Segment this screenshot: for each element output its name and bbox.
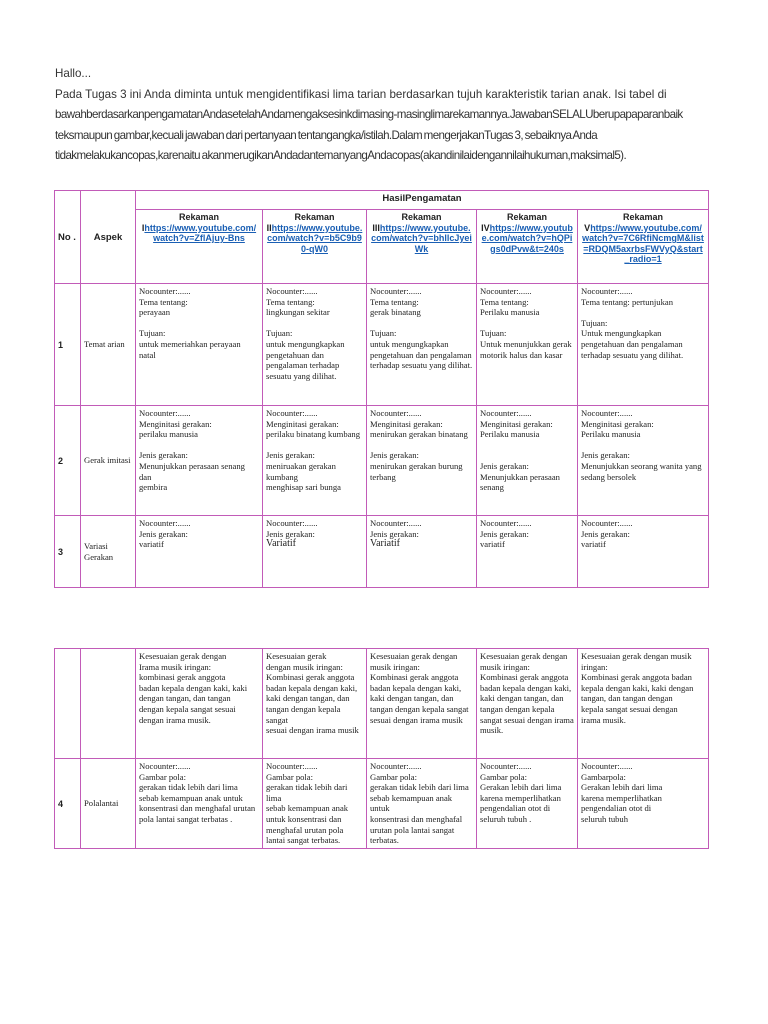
cell-line: badan kepala dengan kaki, kaki (139, 682, 248, 693)
cell-line: Variatif (370, 538, 400, 550)
cell-line: musik. (480, 725, 504, 736)
cell-line: menghafal urutan pola (266, 824, 344, 835)
row-aspek: Gerak imitasi (81, 406, 136, 516)
row-number: 1 (55, 284, 81, 406)
cell-line: terbatas. (370, 835, 399, 846)
cell-line: Nocounter:...... (370, 518, 422, 528)
observation-cell (263, 649, 367, 759)
cell-line: meniruakan gerakan kumbang (266, 460, 336, 482)
cell-line: gerakan tidak lebih dari lima (139, 782, 238, 793)
observation-cell (136, 759, 263, 849)
table-row (55, 759, 709, 849)
cell-line: Nocounter:...... (480, 518, 532, 528)
cell-line: Jenis gerakan: (480, 460, 529, 471)
cell-line: Gambarpola: (581, 771, 626, 782)
observation-cell (367, 649, 477, 759)
observation-cell (477, 759, 578, 849)
cell-line (266, 318, 363, 329)
cell-line: Nocounter:...... (139, 286, 191, 296)
recording-label: Rekaman (294, 212, 335, 222)
cell-line: musik iringan: (370, 661, 420, 672)
cell-line: Nocounter:...... (370, 761, 422, 771)
observation-cell (263, 406, 367, 516)
cell-line: karena memperlihatkan (480, 792, 561, 803)
cell-line: Menginitasi gerakan: (266, 418, 339, 429)
recording-header-3 (367, 210, 477, 284)
cell-line: Nocounter:...... (581, 408, 633, 418)
recording-number: V (584, 222, 591, 233)
cell-line: Perilaku manusia (581, 429, 641, 440)
col-aspek-header: Aspek (81, 191, 136, 284)
cell-line: Jenis gerakan: (480, 528, 529, 539)
observation-cell (367, 284, 477, 406)
cell-line (370, 440, 473, 451)
cell-line: perayaan (139, 307, 171, 318)
recording-label: Rekaman (401, 212, 442, 222)
col-no-header: No . (55, 191, 81, 284)
cell-line: tangan dengan kepala sangat (266, 703, 341, 725)
cell-line: Gerakan lebih dari lima (581, 782, 663, 793)
cell-line: Kesesuaian gerak dengan (480, 651, 568, 661)
cell-line: menirukan gerakan binatang (370, 429, 468, 440)
recording-link[interactable]: https://www.youtube.com/watch?v=hQPigs0dPvw&t=240s (481, 222, 573, 254)
observation-cell (578, 406, 709, 516)
cell-line: iringan: (581, 661, 608, 672)
cell-line: dengan irama musik. (139, 714, 211, 725)
cell-line: kaki dengan tangan, dan (370, 693, 454, 704)
cell-line: terhadap sesuatu yang dilihat. (581, 349, 684, 360)
intro-line-4: tidakmelakukancopas,karenaitu akanmerugikanAndadantemanyangAndacopas(akandinilaidengannilaihukuman,maksimal5). (55, 149, 627, 162)
recording-label: Rekaman (178, 212, 220, 222)
cell-line: lantai sangat terbatas. (266, 835, 341, 846)
observation-cell (136, 516, 263, 588)
cell-line: Menunjukkan seorang wanita yang (581, 460, 702, 471)
cell-line: Kombinasi gerak anggota badan (581, 672, 692, 683)
cell-line: untuk memeriahkan perayaan (139, 338, 241, 349)
cell-line: Jenis gerakan: (581, 528, 630, 539)
cell-line: pola lantai sangat terbatas . (139, 813, 233, 824)
cell-line: natal (139, 349, 156, 360)
cell-line: sedang bersolek (581, 471, 637, 482)
cell-line: Nocounter:...... (139, 761, 191, 771)
cell-line: untuk mengungkapkan (370, 338, 449, 349)
cell-line: Nocounter:...... (266, 408, 318, 418)
cell-line: Gerakan lebih dari lima (480, 782, 562, 793)
cell-line: kombinasi gerak anggota (139, 672, 226, 683)
recording-link[interactable]: https://www.youtube.com/watch?v=7C6RfiNcmgM&list=RDQM5axrbsFWVyQ&start_radio=1 (582, 222, 704, 264)
recording-number: I (141, 222, 145, 233)
cell-line: kepala dengan kaki, kaki dengan (581, 682, 694, 693)
intro-line-2: bawahberdasarkanpengamatanAndasetelahAndamengaksesinkdimasing-masinglimarekamannya.JawabanSELALUberupapaparanbaik (55, 108, 683, 121)
cell-line: perilaku binatang kumbang (266, 429, 361, 440)
cell-line: Jenis gerakan: (266, 450, 315, 461)
cell-line: Jenis gerakan: (370, 528, 419, 539)
observation-cell (263, 759, 367, 849)
cell-line: Perilaku manusia (480, 429, 540, 440)
cell-line: dengan tangan, dan tangan (139, 693, 231, 704)
row-number: 3 (55, 516, 81, 588)
cell-line: karena memperlihatkan (581, 792, 662, 803)
row-number (55, 649, 81, 759)
cell-line: gerakan tidak lebih dari lima (266, 782, 348, 803)
cell-line: tangan, dan tangan dengan (581, 693, 673, 704)
cell-line (480, 450, 574, 461)
cell-line: pengetahuan dan (266, 349, 324, 360)
cell-line: dengan musik iringan: (266, 661, 343, 672)
observation-cell (477, 406, 578, 516)
cell-line: Menginitasi gerakan: (581, 418, 654, 429)
greeting: Hallo... (55, 67, 92, 80)
cell-line: Gambar pola: (480, 771, 528, 782)
cell-line: Jenis gerakan: (266, 528, 315, 539)
recording-number: IV (481, 222, 490, 233)
observation-cell (477, 516, 578, 588)
cell-line: untuk konsentrasi dan (266, 813, 342, 824)
cell-line: tangan dengan kepala sangat (370, 703, 469, 714)
row-number: 4 (55, 759, 81, 849)
cell-line: Nocounter:...... (581, 518, 633, 528)
cell-line: Tema tentang: (480, 296, 529, 307)
cell-line: Kombinasi gerak anggota (370, 672, 459, 683)
cell-line: terbang (370, 471, 396, 482)
cell-line: Gambar pola: (370, 771, 418, 782)
cell-line: seluruh tubuh (581, 813, 629, 824)
cell-line: pengendalian otot di (480, 803, 551, 814)
row-aspek (81, 649, 136, 759)
cell-line: Tema tentang: (139, 296, 188, 307)
cell-line: Jenis gerakan: (370, 450, 419, 461)
cell-line: Kesesuaian gerak dengan (370, 651, 458, 661)
cell-line: Menginitasi gerakan: (370, 418, 443, 429)
cell-line: variatif (139, 539, 164, 550)
cell-line: badan kepala dengan kaki, (266, 682, 358, 693)
cell-line: Perilaku manusia (480, 307, 540, 318)
cell-line: Nocounter:...... (266, 286, 318, 296)
observation-table (54, 190, 709, 588)
cell-line: kaki dengan tangan, dan (480, 693, 564, 704)
cell-line: sesuai dengan irama musik (370, 714, 463, 725)
cell-line (139, 318, 259, 329)
cell-line (139, 440, 259, 451)
cell-line: Untuk mengungkapkan (581, 328, 662, 339)
observation-cell (136, 406, 263, 516)
cell-line: Nocounter:...... (581, 761, 633, 771)
cell-line: Kesesuaian gerak dengan (139, 651, 227, 661)
recording-number: II (266, 222, 272, 233)
table-row (55, 406, 709, 516)
cell-line: urutan pola lantai sangat (370, 824, 455, 835)
cell-line: pengalaman terhadap (266, 360, 340, 371)
cell-line: Tema tentang: (370, 296, 419, 307)
cell-line: Menunjukkan perasaan (480, 471, 560, 482)
cell-line: badan kepala dengan kaki, (480, 682, 572, 693)
cell-line: Untuk menunjukkan gerak (480, 338, 572, 349)
recording-header-2 (263, 210, 367, 284)
cell-line: pengetahuan dan pengalaman (581, 338, 683, 349)
cell-line: Tujuan: (370, 328, 397, 339)
cell-line: sebab kemampuan anak (266, 803, 349, 814)
cell-line: Kombinasi gerak anggota (266, 672, 355, 683)
cell-line: Jenis gerakan: (139, 450, 188, 461)
observation-cell (367, 516, 477, 588)
cell-line: Nocounter:...... (581, 286, 633, 296)
row-aspek: Variasi Gerakan (81, 516, 136, 588)
row-number: 2 (55, 406, 81, 516)
cell-line: sebab kemampuan anak untuk (139, 792, 243, 803)
cell-line: motorik halus dan kasar (480, 349, 563, 360)
cell-line: Kesesuaian gerak (266, 651, 327, 661)
cell-line: irama musik. (581, 714, 626, 725)
cell-line: Irama musik iringan: (139, 661, 212, 672)
recording-header-1 (136, 210, 263, 284)
cell-line: sesuai dengan irama musik (266, 725, 359, 736)
cell-line: Nocounter:...... (139, 518, 191, 528)
cell-line: Tema tentang: (266, 296, 315, 307)
observation-cell (136, 649, 263, 759)
cell-line: Nocounter:...... (139, 408, 191, 418)
cell-line: konsentrasi dan menghafal (370, 813, 463, 824)
observation-cell (578, 649, 709, 759)
cell-line: Kesesuaian gerak dengan musik (581, 651, 692, 661)
cell-line: tangan dengan kepala (480, 703, 555, 714)
observation-cell (136, 284, 263, 406)
cell-line: Tujuan: (266, 328, 293, 339)
cell-line: badan kepala dengan kaki, (370, 682, 462, 693)
cell-line: Menunjukkan perasaan senang dan (139, 460, 245, 482)
cell-line: konsentrasi dan menghafal urutan (139, 803, 256, 814)
observation-cell (578, 516, 709, 588)
intro-line-1: Pada Tugas 3 ini Anda diminta untuk mengidentifikasi lima tarian berdasarkan tujuh karakteristik tarian anak. Isi tabel di (55, 87, 667, 101)
row-aspek: Polalantai (81, 759, 136, 849)
cell-line (581, 307, 705, 318)
cell-line: Jenis gerakan: (139, 528, 188, 539)
cell-line: terhadap sesuatu yang dilihat. (370, 360, 473, 371)
cell-line: gembira (139, 482, 168, 493)
table-row (55, 516, 709, 588)
cell-line: Nocounter:...... (480, 286, 532, 296)
intro-text (55, 64, 715, 167)
recording-label: Rekaman (506, 212, 548, 222)
cell-line: Tujuan: (480, 328, 507, 339)
cell-line: menirukan gerakan burung (370, 460, 463, 471)
cell-line: Nocounter:...... (370, 408, 422, 418)
cell-line (480, 440, 574, 451)
cell-line: Tujuan: (139, 328, 166, 339)
cell-line: gerakan tidak lebih dari lima (370, 782, 469, 793)
recording-header-5 (578, 210, 709, 284)
cell-line: Nocounter:...... (266, 761, 318, 771)
cell-line: Jenis gerakan: (581, 450, 630, 461)
cell-line: lingkungan sekitar (266, 307, 330, 318)
cell-line: kepala sangat sesuai dengan (581, 703, 678, 714)
cell-line: Gambar pola: (266, 771, 314, 782)
observation-table-continued (54, 648, 709, 849)
cell-line: pengendalian otot di (581, 803, 652, 814)
cell-line: Nocounter:...... (266, 518, 318, 528)
cell-line (266, 440, 363, 451)
cell-line: senang (480, 482, 504, 493)
row-aspek: Temat arian (81, 284, 136, 406)
observation-cell (578, 284, 709, 406)
recording-link[interactable]: https://www.youtube.com/watch?v=bhllcJyeiWk (371, 222, 472, 254)
observation-cell (578, 759, 709, 849)
recording-header-4 (477, 210, 578, 284)
observation-cell (477, 649, 578, 759)
cell-line: menghisap sari bunga (266, 482, 341, 493)
cell-line: sesuatu yang dilihat. (266, 370, 337, 381)
observation-cell (367, 759, 477, 849)
cell-line: Menginitasi gerakan: (480, 418, 553, 429)
cell-line: Variatif (266, 538, 296, 550)
recording-link[interactable]: https://www.youtube.com/watch?v=ZflAjuy-Bns (144, 222, 257, 243)
cell-line: Gambar pola: (139, 771, 187, 782)
cell-line: Tema tentang: pertunjukan (581, 296, 673, 307)
cell-line: perilaku manusia (139, 429, 198, 440)
observation-cell (477, 284, 578, 406)
cell-line: pengetahuan dan pengalaman (370, 349, 472, 360)
table-row (55, 284, 709, 406)
cell-line: Nocounter:...... (480, 408, 532, 418)
cell-line (480, 318, 574, 329)
recording-link[interactable]: https://www.youtube.com/watch?v=b5C9b90-qW0 (267, 222, 363, 254)
cell-line: dengan kepala sangat sesuai (139, 703, 236, 714)
cell-line: Kombinasi gerak anggota (480, 672, 569, 683)
cell-line: Nocounter:...... (370, 286, 422, 296)
cell-line: Nocounter:...... (480, 761, 532, 771)
cell-line: Tujuan: (581, 317, 608, 328)
recording-label: Rekaman (623, 212, 664, 222)
observation-cell (367, 406, 477, 516)
intro-line-3: teksmaupun gambar,kecuali jawaban dari pertanyaan tentangangka/istilah.Dalam mengerjakanTugas 3, sebaiknya Anda (55, 128, 598, 142)
cell-line: untuk mengungkapkan (266, 338, 345, 349)
cell-line (370, 318, 473, 329)
cell-line: variatif (581, 539, 606, 550)
cell-line: seluruh tubuh . (480, 813, 532, 824)
cell-line: musik iringan: (480, 661, 530, 672)
observation-cell (263, 516, 367, 588)
cell-line: sangat sesuai dengan irama (480, 714, 574, 725)
observation-cell (263, 284, 367, 406)
cell-line: variatif (480, 539, 505, 550)
recording-number: III (372, 222, 380, 233)
table-row (55, 649, 709, 759)
cell-line: Menginitasi gerakan: (139, 418, 212, 429)
cell-line: sebab kemampuan anak untuk (370, 792, 453, 814)
cell-line (581, 440, 705, 451)
hasil-pengamatan-header: HasilPengamatan (136, 191, 709, 210)
cell-line: kaki dengan tangan, dan (266, 693, 350, 704)
cell-line: gerak binatang (370, 307, 421, 318)
